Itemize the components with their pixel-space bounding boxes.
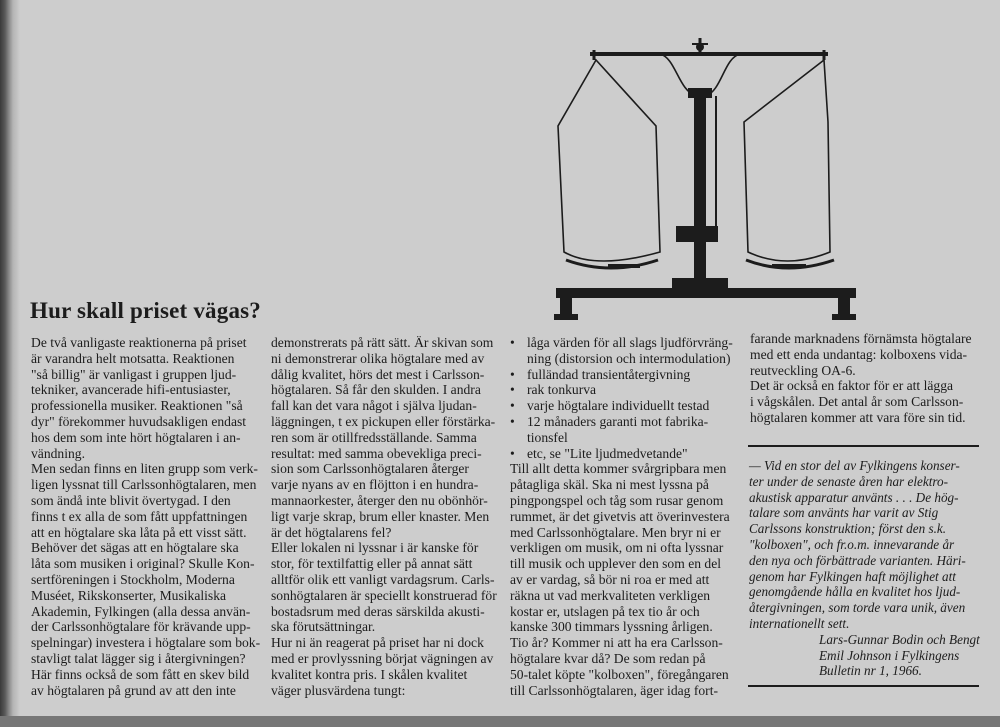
- body-text-line: bostadsrum med deras särskilda akusti-: [271, 603, 485, 619]
- body-text-line: resultat: med samma obevekliga preci-: [271, 445, 482, 461]
- bullet-text-line: • 12 månaders garanti mot fabrika-: [527, 413, 709, 429]
- quote-line: "kolboxen", och fr.o.m. innevarande år: [749, 536, 955, 552]
- body-text-line: Till allt detta kommer svårgripbara men: [510, 461, 727, 477]
- body-text-line: "så billig" är vanligast i gruppen ljud-: [31, 366, 237, 382]
- bullet-text-line: • fulländad transientåtergivning: [527, 366, 691, 382]
- body-text-line: Hur ni än reagerat på priset har ni dock: [271, 635, 484, 651]
- body-text-line: med er provlyssning börjat vägningen av: [271, 650, 494, 666]
- bullet-text-line: tionsfel: [527, 429, 568, 445]
- body-text-line: finns t ex alla de som fått uppfattningen: [31, 508, 248, 524]
- body-text-line: stor, för textilfattig eller på annat sätt: [271, 556, 473, 572]
- bullet-item: [510, 382, 740, 398]
- body-text-line: der Carlssonhögtalare för krävande upp-: [31, 619, 251, 635]
- body-text-line: alltför olik ett vanligt vardagsrum. Carls-: [271, 571, 495, 587]
- body-text-line: dyr" förekommer huvudsakligen endast: [31, 413, 247, 429]
- attribution-line: Bulletin nr 1, 1966.: [819, 663, 922, 679]
- body-text-line: Här finns också de som fått en skev bild: [31, 666, 250, 682]
- quote-line: Carlssons konstruktion; först den s.k.: [749, 521, 947, 537]
- bullet-text-line: • rak tonkurva: [527, 382, 597, 398]
- bullet-text-line: • etc, se "Lite ljudmedvetande": [527, 445, 688, 461]
- body-text-line: Muséet, Rikskonserter, Musikaliska: [31, 587, 227, 603]
- body-text-line: Det är också en faktor för er att lägga: [750, 378, 954, 394]
- body-text-line: hos dem som inte hört högtalaren i an-: [31, 429, 241, 445]
- page-binding-edge: [0, 0, 22, 727]
- quote-top-rule: [748, 445, 979, 447]
- body-text-line: verkligen om musik, om ni ofta lyssnar: [510, 540, 724, 556]
- quote-block: [749, 458, 979, 679]
- body-text-line: 50-talet köpte "kolboxen", föregångaren: [510, 666, 729, 682]
- body-text-line: ska förutsättningar.: [271, 619, 376, 635]
- body-text-line: med Carlssonhögtalare. Men bryr ni er: [510, 524, 721, 540]
- body-text-line: varje nyans av en flöjtton i en hundra-: [271, 477, 479, 493]
- body-text-line: låta som musiken i original? Skulle Kon-: [31, 556, 255, 572]
- body-text-line: tekniker, avancerade hifi-entusiaster,: [31, 382, 231, 398]
- page-bottom-edge: [0, 716, 1000, 727]
- bullet-item: [510, 446, 740, 462]
- body-text-line: med ett enda undantag: kolboxens vida-: [750, 346, 968, 362]
- body-text-line: pingpongspel och tåg som rusar genom: [510, 492, 724, 508]
- body-text-line: ni demonstrerar olika högtalare med av: [271, 350, 485, 366]
- bullet-item: [510, 367, 740, 383]
- body-text-line: sion som Carlssonhögtalaren återger: [271, 461, 469, 477]
- bullet-text-line: • låga värden för all slags ljudförvräng-: [527, 335, 733, 350]
- bullet-item: [510, 398, 740, 414]
- body-text-line: påtagliga skäl. Ska ni mest lyssna på: [510, 477, 709, 493]
- quote-line: akustisk apparatur använts . . . De hög-: [749, 489, 959, 505]
- body-text-line: fall kan det vara något i själva ljudan-: [271, 398, 477, 414]
- body-text-line: högtalare kvar då? De som redan på: [510, 650, 706, 666]
- body-text-line: räkna ut vad merkvaliteten verkligen: [510, 587, 711, 603]
- body-text-line: av högtalaren på grund av att den inte: [31, 682, 236, 698]
- body-text-line: av er vardag, så bör ni roa er med att: [510, 571, 710, 587]
- quote-line: genomgående hålla en kvalitet hos ljud-: [749, 584, 961, 600]
- quote-attribution: [749, 632, 979, 679]
- quote-line: — Vid en stor del av Fylkingens konser-: [749, 458, 960, 473]
- body-text-line: läggningen, t ex pickupen eller förstärka-: [271, 413, 496, 429]
- column-2: [271, 335, 501, 698]
- body-text-line: sonhögtalaren är speciellt konstruerad för: [271, 587, 497, 603]
- quote-text: [749, 458, 979, 632]
- body-text-line: till Carlssonhögtalaren, äger idag fort-: [510, 682, 718, 698]
- body-text-line: mannaorkester, återger den nu obönhör-: [271, 492, 488, 508]
- body-text-line: Tio år? Kommer ni att ha era Carlsson-: [510, 635, 723, 651]
- body-text-line: högtalaren. Så får den skulden. I andra: [271, 382, 481, 398]
- body-text-line: sertföreningen i Stockholm, Moderna: [31, 571, 235, 587]
- body-text-line: är det högtalarens fel?: [271, 524, 392, 540]
- column-4: [750, 331, 990, 426]
- body-text-line: kanske 300 timmars lyssning årligen.: [510, 619, 713, 635]
- body-text-line: kvalitet kontra pris. I skålen kvalitet: [271, 666, 468, 682]
- body-text-line: väger plusvärdena tungt:: [271, 682, 406, 698]
- bullet-item: [510, 414, 740, 446]
- bullet-item: [510, 335, 740, 367]
- body-text-line: ligen lyssnat till Carlssonhögtalaren, men: [31, 477, 257, 493]
- quote-line: den nya och förbättrade varianten. Häri-: [749, 552, 966, 568]
- quote-line: internationellt sett.: [749, 615, 850, 631]
- body-text-line: stavligt talat lägger sig i återgivningen?: [31, 650, 246, 666]
- column-1: [31, 335, 259, 698]
- balance-scale-icon: [548, 30, 868, 330]
- attribution-line: Lars-Gunnar Bodin och Bengt: [819, 631, 980, 647]
- quote-bottom-rule: [748, 685, 979, 687]
- quote-line: talare som använts har varit av Stig: [749, 505, 939, 521]
- bullet-text-line: • varje högtalare individuellt testad: [527, 398, 710, 414]
- body-text-line: De två vanligaste reaktionerna på priset: [31, 335, 247, 350]
- body-text-line: dålig kvalitet, hörs det mest i Carlsson-: [271, 366, 485, 382]
- body-text-line: högtalaren kommer att vara före sin tid.: [750, 409, 966, 425]
- body-text-line: ligt varje skrap, brum eller knaster. Men: [271, 508, 490, 524]
- body-text-line: att en högtalare ska låta på ett visst sätt.: [31, 524, 247, 540]
- quote-line: återgivningen, som torde vara unik, även: [749, 600, 966, 616]
- body-text-line: är varandra helt motsatta. Reaktionen: [31, 350, 235, 366]
- body-text-line: Eller lokalen ni lyssnar i är kanske för: [271, 540, 479, 556]
- body-text-line: Men sedan finns en liten grupp som verk-: [31, 461, 258, 477]
- body-text-line: farande marknadens förnämsta högtalare: [750, 331, 972, 346]
- article-title: Hur skall priset vägas?: [30, 298, 262, 323]
- body-text-line: rummet, är det givetvis att överinvestera: [510, 508, 730, 524]
- body-text-line: professionella musiker. Reaktionen "så: [31, 398, 243, 414]
- body-text-line: reutveckling OA-6.: [750, 362, 856, 378]
- body-text-line: spelningar) investera i högtalare som bok-: [31, 635, 261, 651]
- body-text-line: som ändå inte blivit övertygad. I den: [31, 492, 231, 508]
- body-text-line: ren som är otillfredsställande. Samma: [271, 429, 477, 445]
- body-text-line: Behöver det sägas att en högtalare ska: [31, 540, 239, 556]
- body-text-line: i vågskålen. Det antal år som Carlsson-: [750, 394, 964, 410]
- quality-bullet-list: [510, 335, 740, 461]
- bullet-text-line: ning (distorsion och intermodulation): [527, 350, 731, 366]
- body-text-line: kostar er, utslagen på tex tio år och: [510, 603, 700, 619]
- body-text-line: till musik och upplever den som en del: [510, 556, 722, 572]
- attribution-line: Emil Johnson i Fylkingens: [819, 647, 960, 663]
- quote-line: genom har Fylkingen haft möjlighet att: [749, 568, 956, 584]
- body-text-line: demonstrerats på rätt sätt. Är skivan som: [271, 335, 494, 350]
- quote-line: ter under de senaste åren har elektro-: [749, 473, 948, 489]
- body-text-line: vändning.: [31, 445, 85, 461]
- column-3: [510, 335, 740, 698]
- body-text-line: Akademin, Fylkingen (alla dessa använ-: [31, 603, 251, 619]
